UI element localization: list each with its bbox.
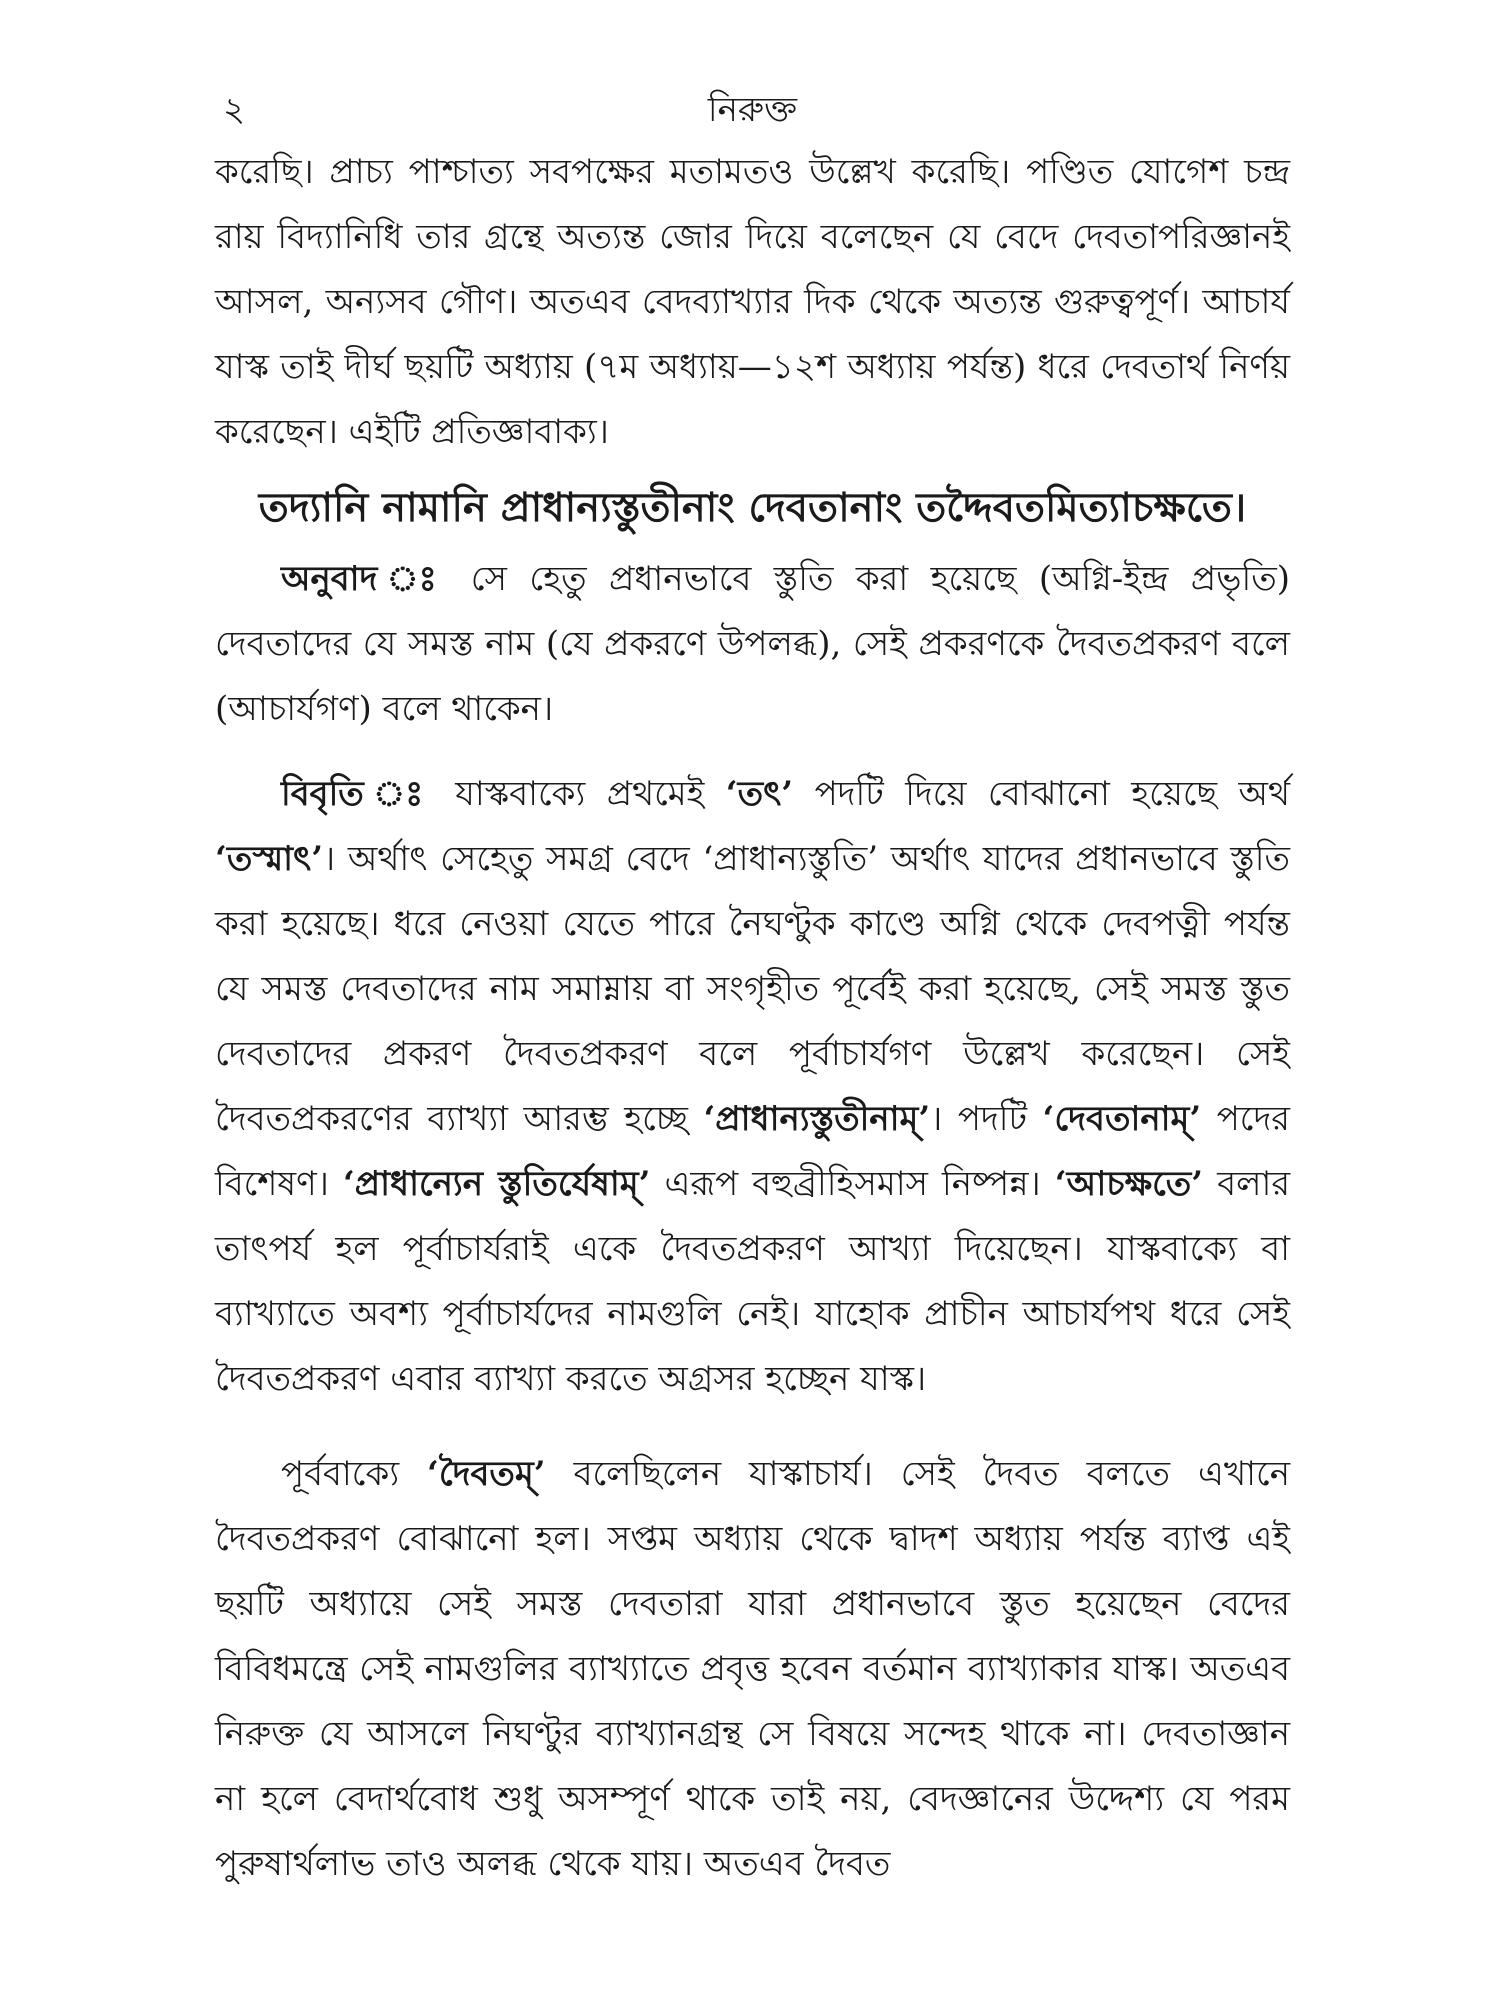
page-number: ২ [223,90,246,130]
commentary-text: পদটি দিয়ে বোঝানো হয়েছে অর্থ [814,774,1291,814]
commentary-text: । পদটি [930,1099,1028,1139]
commentary-text: বলার তাৎপর্য হল পূর্বাচার্যরাই একে দৈবতপ্রকরণ আখ্যা দিয়েছেন। যাস্কবাক্যে বা ব্যাখ্যাতে অবশ্য পূর্বাচার্যদের নামগুলি নেই। যাহোক প্রাচীন আচার্যপথ ধরে সেই দৈবতপ্রকরণ এবার ব্যাখ্যা করতে অগ্রসর হচ্ছেন যাস্ক। [215,1164,1291,1399]
intro-paragraph: করেছি। প্রাচ্য পাশ্চাত্য সবপক্ষের মতামতও উল্লেখ করেছি। পণ্ডিত যোগেশ চন্দ্র রায় বিদ্যানিধি তার গ্রন্থে অত্যন্ত জোর দিয়ে বলেছেন যে বেদে দেবতাপরিজ্ঞানই আসল, অন্যসব গৌণ। অতএব বেদব্যাখ্যার দিক থেকে অত্যন্ত গুরুত্বপূর্ণ। আচার্য যাস্ক তাই দীর্ঘ ছয়টি অধ্যায় (৭ম অধ্যায়—১২শ অধ্যায় পর্যন্ত) ধরে দেবতার্থ নির্ণয় করেছেন। এইটি প্রতিজ্ঞাবাক্য। [215,152,1290,452]
paragraph-gap [215,742,1290,762]
closing-text: পূর্ববাক্যে [281,1454,400,1494]
running-header [215,70,1290,140]
paragraph-gap [215,1412,1290,1442]
term-achakshate: ‘আচক্ষতে’ [1054,1164,1204,1204]
closing-paragraph [215,1442,1290,1897]
translation-text: সে হেতু প্রধানভাবে স্তুতি করা হয়েছে (অগ্নি-ইন্দ্র প্রভৃতি) দেবতাদের যে সমস্ত নাম (যে প্রকরণে উপলব্ধ), সেই প্রকরণকে দৈবতপ্রকরণ বলে (আচার্যগণ) বলে থাকেন। [215,559,1290,729]
sanskrit-sutra: তদ্যানি নামানি প্রাধান্যস্তুতীনাং দেবতানাং তদ্দৈবতমিত্যাচক্ষতে। [258,484,1247,531]
commentary-text: পদের বিশেষণ। [215,1099,1291,1204]
term-pradhanyastutinam: ‘প্রাধান্যস্তুতীনাম্’ [703,1099,931,1139]
commentary-text: । অর্থাৎ সেহেতু সমগ্র বেদে ‘প্রাধান্যস্তুতি’ অর্থাৎ যাদের প্রধানভাবে স্তুতি করা হয়েছে। ধরে নেওয়া যেতে পারে নৈঘণ্টুক কাণ্ডে অগ্নি থেকে দেবপত্নী পর্যন্ত যে সমস্ত দেবতাদের নাম সমাম্নায় বা সংগৃহীত পূর্বেই করা হয়েছে, সেই সমস্ত স্তুত দেবতাদের প্রকরণ দৈবতপ্রকরণ বলে পূর্বাচার্যগণ উল্লেখ করেছেন। সেই দৈবতপ্রকরণের ব্যাখ্যা আরম্ভ হচ্ছে [215,839,1291,1139]
commentary-label: বিবৃতি ঃ [281,774,434,814]
closing-text: বলেছিলেন যাস্কাচার্য। সেই দৈবত বলতে এখানে দৈবতপ্রকরণ বোঝানো হল। সপ্তম অধ্যায় থেকে দ্বাদশ অধ্যায় পর্যন্ত ব্যাপ্ত এই ছয়টি অধ্যায়ে সেই সমস্ত দেবতারা যারা প্রধানভাবে স্তুত হয়েছেন বেদের বিবিধমন্ত্রে সেই নামগুলির ব্যাখ্যাতে প্রবৃত্ত হবেন বর্তমান ব্যাখ্যাকার যাস্ক। অতএব নিরুক্ত যে আসলে নিঘণ্টুর ব্যাখ্যানগ্রন্থ সে বিষয়ে সন্দেহ থাকে না। দেবতাজ্ঞান না হলে বেদার্থবোধ শুধু অসম্পূর্ণ থাকে তাই নয়, বেদজ্ঞানের উদ্দেশ্য যে পরম পুরুষার্থলাভ তাও অলব্ধ থেকে যায়। অতএব দৈবত [215,1454,1290,1884]
book-page [215,70,1290,1897]
term-tat: ‘তৎ’ [725,774,794,814]
term-pradhanyena: ‘প্রাধান্যেন স্তুতির্যেষাম্’ [342,1164,651,1204]
commentary-text: যাস্কবাক্যে প্রথমেই [455,774,705,814]
commentary-paragraph [215,762,1290,1412]
translation-paragraph [215,547,1290,742]
commentary-text: এরূপ বহুব্রীহিসমাস নিষ্পন্ন। [664,1164,1041,1204]
term-daivatam: ‘দৈবতম্’ [427,1454,546,1494]
translation-label: অনুবাদ ঃ [281,559,449,599]
term-devatanam: ‘দেবতানাম্’ [1042,1099,1202,1139]
running-title: নিরুক্ত [707,90,798,130]
term-tasmat: ‘তস্মাৎ’ [215,839,324,879]
